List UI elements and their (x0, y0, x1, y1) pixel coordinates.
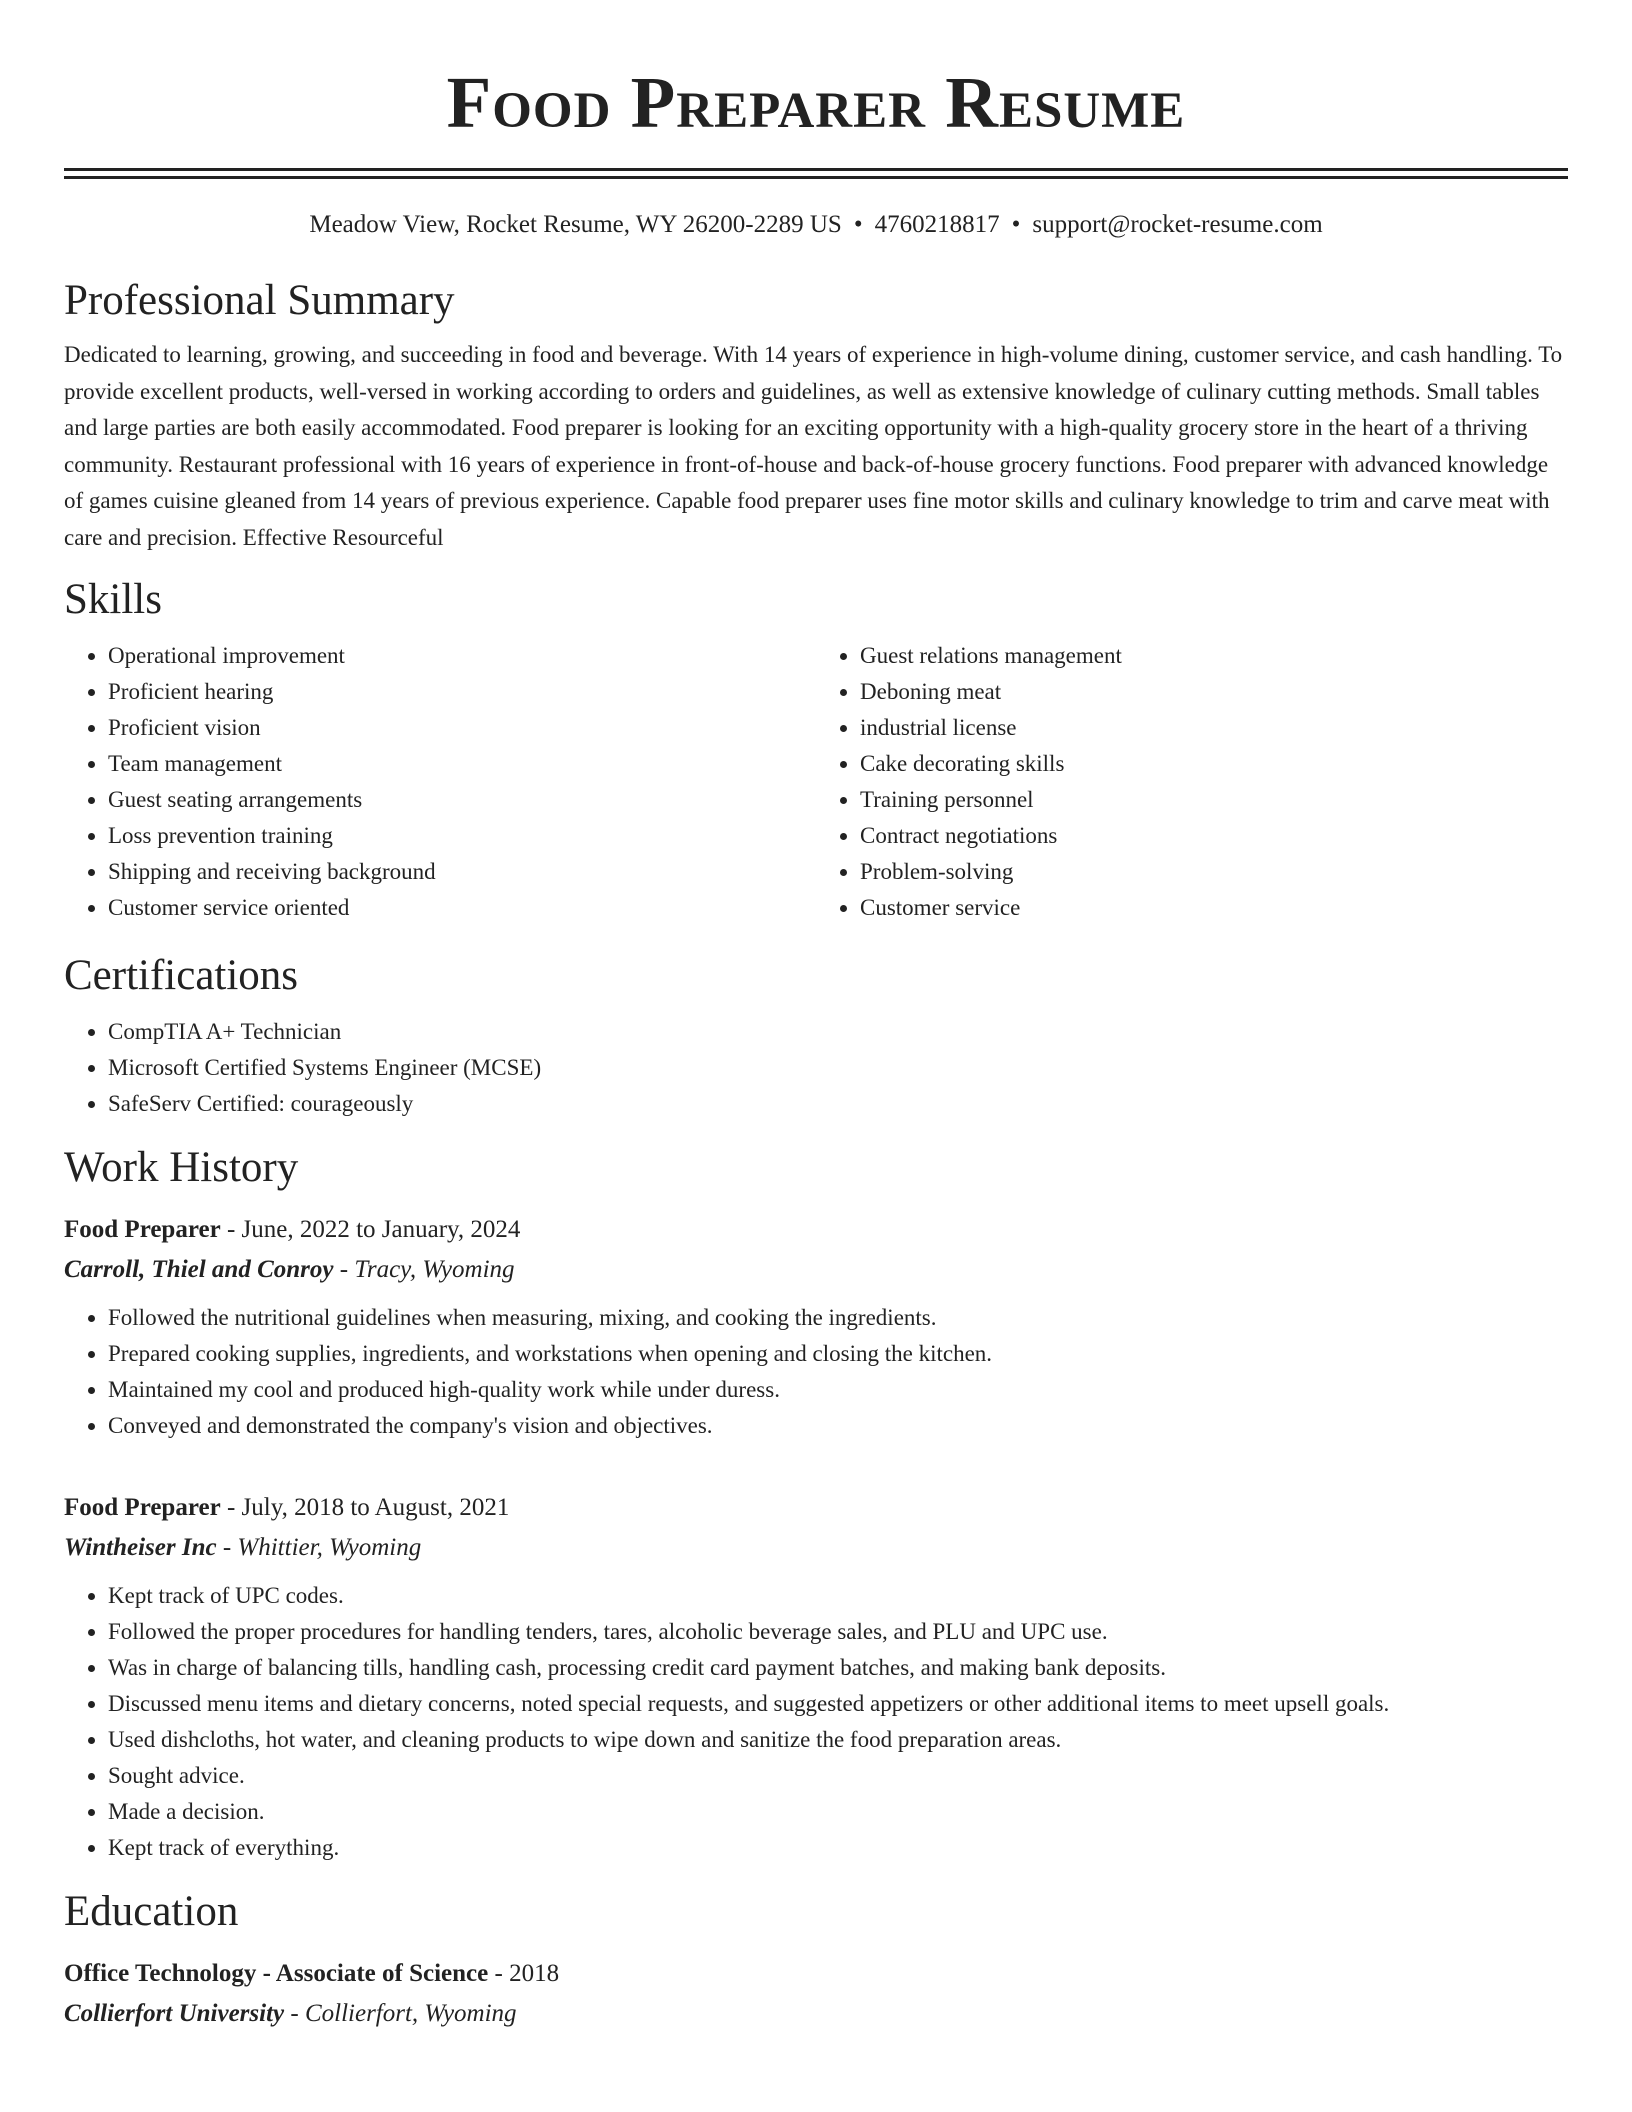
education-degree: Office Technology - Associate of Science (64, 1960, 489, 1987)
job-duty: • Discussed menu items and dietary concerns, noted special requests, and suggested appetizers or other additional items to meet upsell goals. (108, 1686, 1568, 1722)
education-section (64, 1886, 1568, 2034)
skill-item: • Customer service (860, 890, 1568, 926)
job-duty: • Kept track of everything. (108, 1830, 1568, 1866)
job-entry (64, 1210, 1568, 1444)
resume-title: Food Preparer Resume (446, 62, 1186, 143)
job-company: Carroll, Thiel and Conroy (64, 1256, 334, 1283)
job-duty: • Kept track of UPC codes. (108, 1578, 1568, 1614)
skills-list-left (64, 638, 816, 926)
certification-item: • SafeServ Certified: courageously (108, 1086, 1568, 1122)
skills-heading: Skills (64, 576, 162, 623)
certifications-heading: Certifications (64, 952, 299, 999)
contact-separator: • (853, 211, 863, 238)
skill-item: • Shipping and receiving background (108, 854, 816, 890)
certification-item: • Microsoft Certified Systems Engineer (MCSE) (108, 1050, 1568, 1086)
skill-item: • Loss prevention training (108, 818, 816, 854)
job-company-line (64, 1528, 1568, 1568)
job-dates: - July, 2018 to August, 2021 (220, 1494, 510, 1521)
skills-columns (64, 638, 1568, 926)
skill-item: • Customer service oriented (108, 890, 816, 926)
job-duty: • Prepared cooking supplies, ingredients, and workstations when opening and closing the kitchen. (108, 1336, 1568, 1372)
education-school: Collierfort University (64, 2000, 285, 2027)
skill-item: • Deboning meat (860, 674, 1568, 710)
skill-item: • Team management (108, 746, 816, 782)
job-company-line (64, 1250, 1568, 1290)
title-divider (64, 168, 1568, 179)
education-location: - Collierfort, Wyoming (284, 2000, 517, 2027)
contact-line (64, 209, 1568, 241)
job-duty: • Followed the nutritional guidelines when measuring, mixing, and cooking the ingredients. (108, 1300, 1568, 1336)
job-dates: - June, 2022 to January, 2024 (220, 1216, 521, 1243)
education-heading: Education (64, 1888, 239, 1935)
work-history-section (64, 1142, 1568, 1866)
job-role: Food Preparer (64, 1494, 221, 1521)
skill-item: • industrial license (860, 710, 1568, 746)
certifications-section (64, 950, 1568, 1122)
skill-item: • Contract negotiations (860, 818, 1568, 854)
job-duty: • Followed the proper procedures for handling tenders, tares, alcoholic beverage sales, and PLU and UPC use. (108, 1614, 1568, 1650)
job-duty: • Was in charge of balancing tills, handling cash, processing credit card payment batches, and making bank deposits. (108, 1650, 1568, 1686)
skill-item: • Guest seating arrangements (108, 782, 816, 818)
education-degree-line (64, 1954, 1568, 1994)
skill-item: • Problem-solving (860, 854, 1568, 890)
skill-item: • Guest relations management (860, 638, 1568, 674)
job-entry (64, 1488, 1568, 1866)
education-year: - 2018 (488, 1960, 560, 1987)
certification-item: • CompTIA A+ Technician (108, 1014, 1568, 1050)
skill-item: • Training personnel (860, 782, 1568, 818)
summary-text: Dedicated to learning, growing, and succeeding in food and beverage. With 14 years of experience in high-volume dining, customer service, and cash handling. To provide excellent products, well-versed in working according to orders and guidelines, as well as extensive knowledge of culinary cutting methods. Small tables and large parties are both easily accommodated. Food preparer is looking for an exciting opportunity with a high-quality grocery store in the heart of a thriving community. Restaurant professional with 16 years of experience in front-of-house and back-of-house grocery functions. Food preparer with advanced knowledge of games cuisine gleaned from 14 years of previous experience. Capable food preparer uses fine motor skills and culinary knowledge to trim and carve meat with care and precision. Effective Resourceful (64, 342, 1563, 550)
certifications-list (64, 1014, 1568, 1122)
contact-address: Meadow View, Rocket Resume, WY 26200-2289 US (309, 211, 842, 238)
skill-item: • Proficient vision (108, 710, 816, 746)
job-title-line (64, 1488, 1568, 1528)
job-location: - Whittier, Wyoming (216, 1534, 422, 1561)
skill-item: • Operational improvement (108, 638, 816, 674)
skills-section (64, 574, 1568, 926)
skill-item: • Proficient hearing (108, 674, 816, 710)
job-duties-list (64, 1578, 1568, 1866)
skills-list-right (816, 638, 1568, 926)
education-school-line (64, 1994, 1568, 2034)
job-title-line (64, 1210, 1568, 1250)
education-entry (64, 1954, 1568, 2034)
job-duties-list (64, 1300, 1568, 1444)
job-role: Food Preparer (64, 1216, 221, 1243)
job-duty: • Sought advice. (108, 1758, 1568, 1794)
job-company: Wintheiser Inc (64, 1534, 217, 1561)
job-duty: • Maintained my cool and produced high-quality work while under duress. (108, 1372, 1568, 1408)
job-duty: • Used dishcloths, hot water, and cleaning products to wipe down and sanitize the food preparation areas. (108, 1722, 1568, 1758)
contact-separator: • (1011, 211, 1021, 238)
work-history-heading: Work History (64, 1144, 299, 1191)
contact-phone: 4760218817 (874, 211, 1000, 238)
summary-section (64, 275, 1568, 556)
summary-heading: Professional Summary (64, 277, 455, 324)
job-duty: • Conveyed and demonstrated the company's vision and objectives. (108, 1408, 1568, 1444)
job-location: - Tracy, Wyoming (333, 1256, 515, 1283)
skill-item: • Cake decorating skills (860, 746, 1568, 782)
job-duty: • Made a decision. (108, 1794, 1568, 1830)
contact-email: support@rocket-resume.com (1032, 211, 1323, 238)
